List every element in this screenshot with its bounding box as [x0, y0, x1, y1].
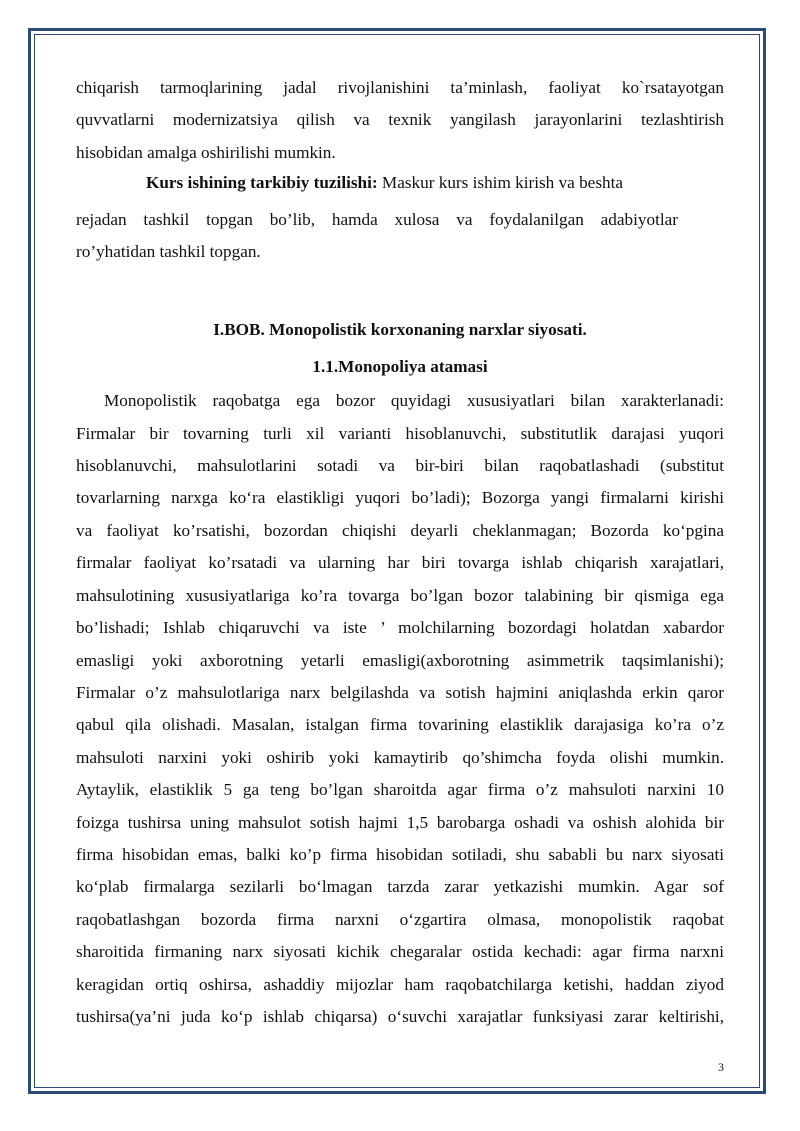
structure-heading: Kurs ishining tarkibiy tuzilishi: — [146, 173, 378, 193]
body-line: bo’lishadi; Ishlab chiqaruvchi va iste ’ molchilarning bozordagi holatdan xabardor — [76, 618, 724, 638]
body-paragraph — [76, 385, 724, 1033]
body-line: ko‘plab firmalarga sezilarli bo‘lmagan tarzda zarar yetkazishi mumkin. Agar sof — [76, 877, 724, 897]
section-title: 1.1.Monopoliya atamasi — [312, 356, 488, 376]
intro-line: chiqarish tarmoqlarining jadal rivojlanishini ta’minlash, faoliyat ko`rsatayotgan — [76, 78, 724, 97]
body-line: Firmalar o’z mahsulotlariga narx belgilashda va sotish hajmini aniqlashda erkin qaror — [76, 682, 724, 702]
structure-text: Maskur kurs ishim kirish va beshta — [377, 173, 624, 193]
body-line: Monopolistik raqobatga ega bozor quyidagi xususiyatlari bilan xarakterlanadi: — [104, 391, 724, 411]
body-line: sharoitida firmaning narx siyosati kichik chegaralar ostida kechadi: agar firma narxni — [76, 942, 724, 962]
body-line: firmalar faoliyat ko’rsatadi va ularning har biri tovarga ishlab chiqarish xarajatlari, — [76, 553, 724, 573]
intro-line: hisobidan amalga oshirilishi mumkin. — [76, 142, 336, 162]
document-body — [76, 72, 724, 1033]
body-line: mahsuloti narxini yoki oshirib yoki kamaytirib qo’shimcha foyda olishi mumkin. — [76, 747, 724, 767]
body-line: Aytaylik, elastiklik 5 ga teng bo’lgan sharoitda agar firma o’z mahsuloti narxini 10 — [76, 780, 724, 800]
chapter-title: I.BOB. Monopolistik korxonaning narxlar siyosati. — [213, 320, 587, 340]
body-line: firma hisobidan emas, balki ko’p firma hisobidan sotiladi, shu sababli bu narx siyosati — [76, 844, 724, 864]
structure-line: rejadan tashkil topgan bo’lib, hamda xulosa va foydalanilgan adabiyotlar — [76, 209, 678, 229]
intro-paragraph — [76, 72, 724, 169]
page-number: 3 — [718, 1060, 724, 1074]
body-line: qabul qila olishadi. Masalan, istalgan firma tovarining elastiklik darajasiga ko’ra o’z — [76, 715, 724, 735]
body-line: mahsulotining xususiyatlariga ko’ra tovarga bo’lgan bozor talabining bir qismiga ega — [76, 585, 724, 605]
body-line: emasligi yoki axborotning yetarli emasligi(axborotning asimmetrik taqsimlanishi); — [76, 650, 724, 670]
body-line: tovarlarning narxga ko‘ra elastikligi yuqori bo’ladi); Bozorga yangi firmalarni kirishi — [76, 488, 724, 508]
body-line: hisoblanuvchi, mahsulotlarini sotadi va bir-biri bilan raqobatlashadi (substitut — [76, 456, 724, 476]
body-line: foizga tushirsa uning mahsulot sotish hajmi 1,5 barobarga oshadi va oshish alohida bir — [76, 812, 724, 832]
body-line: Firmalar bir tovarning turli xil varianti hisoblanuvchi, substitutlik darajasi yuqori — [76, 423, 724, 443]
body-line: keragidan ortiq oshirsa, ashaddiy mijozlar ham raqobatchilarga ketishi, haddan ziyod — [76, 974, 724, 994]
body-line: tushirsa(ya’ni juda ko‘p ishlab chiqarsa) o‘suvchi xarajatlar funksiyasi zarar keltirishi, — [76, 1006, 724, 1026]
body-line: raqobatlashgan bozorda firma narxni o‘zgartira olmasa, monopolistik raqobat — [76, 909, 724, 929]
structure-line: ro’yhatidan tashkil topgan. — [76, 242, 261, 262]
structure-line — [76, 167, 724, 199]
body-line: va faoliyat ko’rsatishi, bozordan chiqishi deyarli cheklanmagan; Bozorda ko‘pgina — [76, 520, 724, 540]
intro-line: quvvatlarni modernizatsiya qilish va texnik yangilash jarayonlarini tezlashtirish — [76, 110, 724, 130]
